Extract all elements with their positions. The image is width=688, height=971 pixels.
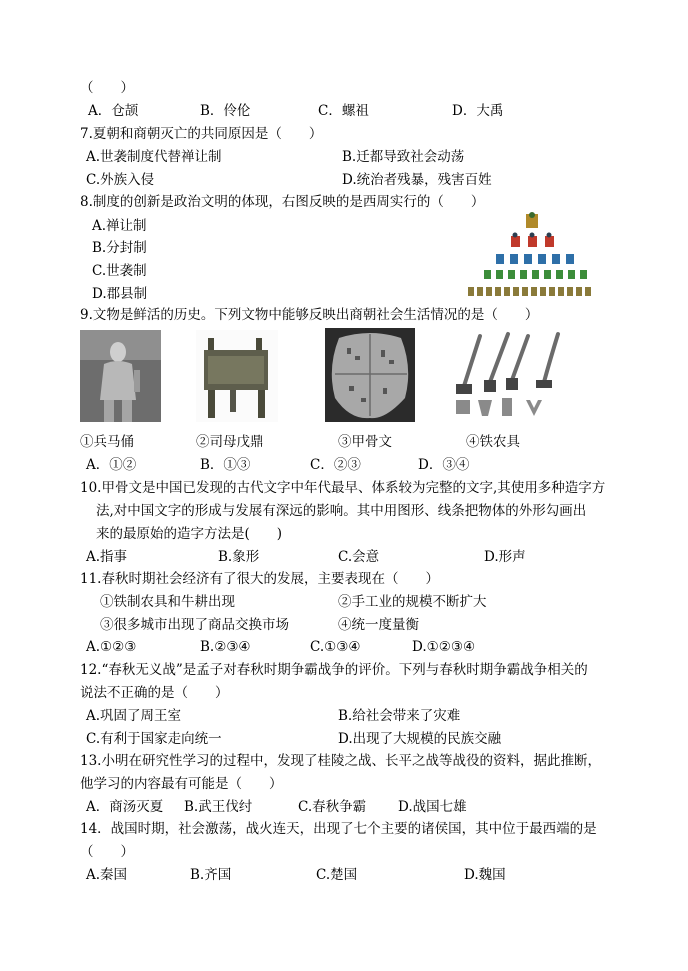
q8-option-b: B.分封制 xyxy=(92,240,147,256)
terracotta-warrior-image xyxy=(80,330,161,422)
q12-option-c: C.有利于国家走向统一 xyxy=(86,731,222,747)
q8-option-d: D.郡县制 xyxy=(92,286,148,302)
q13-line-2: 他学习的内容最有可能是（ ） xyxy=(80,776,283,792)
q9-option-d: D．③④ xyxy=(418,457,470,473)
q11-item-3: ③很多城市出现了商品交换市场 xyxy=(100,617,289,633)
q8-option-c: C.世袭制 xyxy=(92,263,147,279)
q7-option-b: B.迁都导致社会动荡 xyxy=(342,149,465,165)
q9-option-c: C．②③ xyxy=(310,457,361,473)
q7-option-a: A.世袭制度代替禅让制 xyxy=(86,149,222,165)
q14-line-1: 14．战国时期，社会激荡，战火连天，出现了七个主要的诸侯国，其中位于最西端的是 xyxy=(80,821,597,837)
q8-stem: 8.制度的创新是政治文明的体现，右图反映的是西周实行的（ ） xyxy=(80,194,485,210)
feudal-pyramid-figure xyxy=(466,210,598,302)
q10-option-a: A.指事 xyxy=(86,549,128,565)
q6-option-b: B．伶伦 xyxy=(200,103,251,119)
q7-option-d: D.统治者残暴，残害百姓 xyxy=(342,172,492,188)
q12-option-d: D.出现了大规模的民族交融 xyxy=(338,731,502,747)
q14-option-d: D.魏国 xyxy=(464,867,506,883)
q13-option-d: D.战国七雄 xyxy=(398,799,467,815)
q13-option-c: C.春秋争霸 xyxy=(298,799,367,815)
q6-paren: （ ） xyxy=(80,80,134,96)
q9-caption-1: ①兵马俑 xyxy=(80,434,134,450)
q10-option-c: C.会意 xyxy=(338,549,380,565)
q14-option-b: B.齐国 xyxy=(190,867,232,883)
q12-line-1: 12.“春秋无义战”是孟子对春秋时期争霸战争的评价。下列与春秋时期争霸战争相关的 xyxy=(80,662,588,678)
q14-line-2: （ ） xyxy=(80,844,134,860)
q12-option-a: A.巩固了周王室 xyxy=(86,708,182,724)
q9-stem: 9.文物是鲜活的历史。下列文物中能够反映出商朝社会生活情况的是（ ） xyxy=(80,307,539,323)
q10-option-d: D.形声 xyxy=(484,549,526,565)
q13-line-1: 13.小明在研究性学习的过程中，发现了桂陵之战、长平之战等战役的资料，据此推断， xyxy=(80,753,601,769)
q6-option-d: D．大禹 xyxy=(452,103,504,119)
q12-line-2: 说法不正确的是（ ） xyxy=(80,685,229,701)
q10-line-1: 10.甲骨文是中国已发现的古代文字中年代最早、体系较为完整的文字,其使用多种造字方 xyxy=(80,480,606,496)
q14-option-c: C.楚国 xyxy=(316,867,358,883)
q13-option-a: A．商汤灭夏 xyxy=(86,799,164,815)
simuwu-ding-image xyxy=(196,330,278,422)
q11-option-a: A.①②③ xyxy=(86,639,137,655)
q9-option-b: B．①③ xyxy=(200,457,251,473)
q10-option-b: B.象形 xyxy=(218,549,260,565)
q11-option-d: D.①②③④ xyxy=(412,639,476,655)
q11-item-4: ④统一度量衡 xyxy=(338,617,419,633)
q9-caption-4: ④铁农具 xyxy=(466,434,520,450)
q14-option-a: A.秦国 xyxy=(86,867,128,883)
q9-caption-2: ②司母戊鼎 xyxy=(196,434,264,450)
q9-option-a: A．①② xyxy=(86,457,137,473)
q10-line-2: 法,对中国文字的形成与发展有深远的影响。其中用图形、线条把物体的外形勾画出 xyxy=(96,503,587,519)
q6-option-c: C．螺祖 xyxy=(318,103,369,119)
q8-option-a: A.禅让制 xyxy=(92,218,147,234)
q11-option-b: B.②③④ xyxy=(200,639,251,655)
q9-caption-3: ③甲骨文 xyxy=(338,434,392,450)
q11-stem: 11.春秋时期社会经济有了很大的发展，主要表现在（ ） xyxy=(80,571,439,587)
q7-option-c: C.外族入侵 xyxy=(86,172,155,188)
q11-item-2: ②手工业的规模不断扩大 xyxy=(338,594,487,610)
q11-item-1: ①铁制农具和牛耕出现 xyxy=(100,594,235,610)
iron-tools-image xyxy=(450,330,566,422)
oracle-bone-image xyxy=(325,328,415,422)
q10-line-3: 来的最原始的造字方法是( ) xyxy=(96,526,283,542)
q13-option-b: B.武王伐纣 xyxy=(184,799,253,815)
q11-option-c: C.①③④ xyxy=(310,639,361,655)
q12-option-b: B.给社会带来了灾难 xyxy=(338,708,461,724)
q6-option-a: A．仓颉 xyxy=(88,103,139,119)
q7-stem: 7.夏朝和商朝灭亡的共同原因是（ ） xyxy=(80,126,323,142)
